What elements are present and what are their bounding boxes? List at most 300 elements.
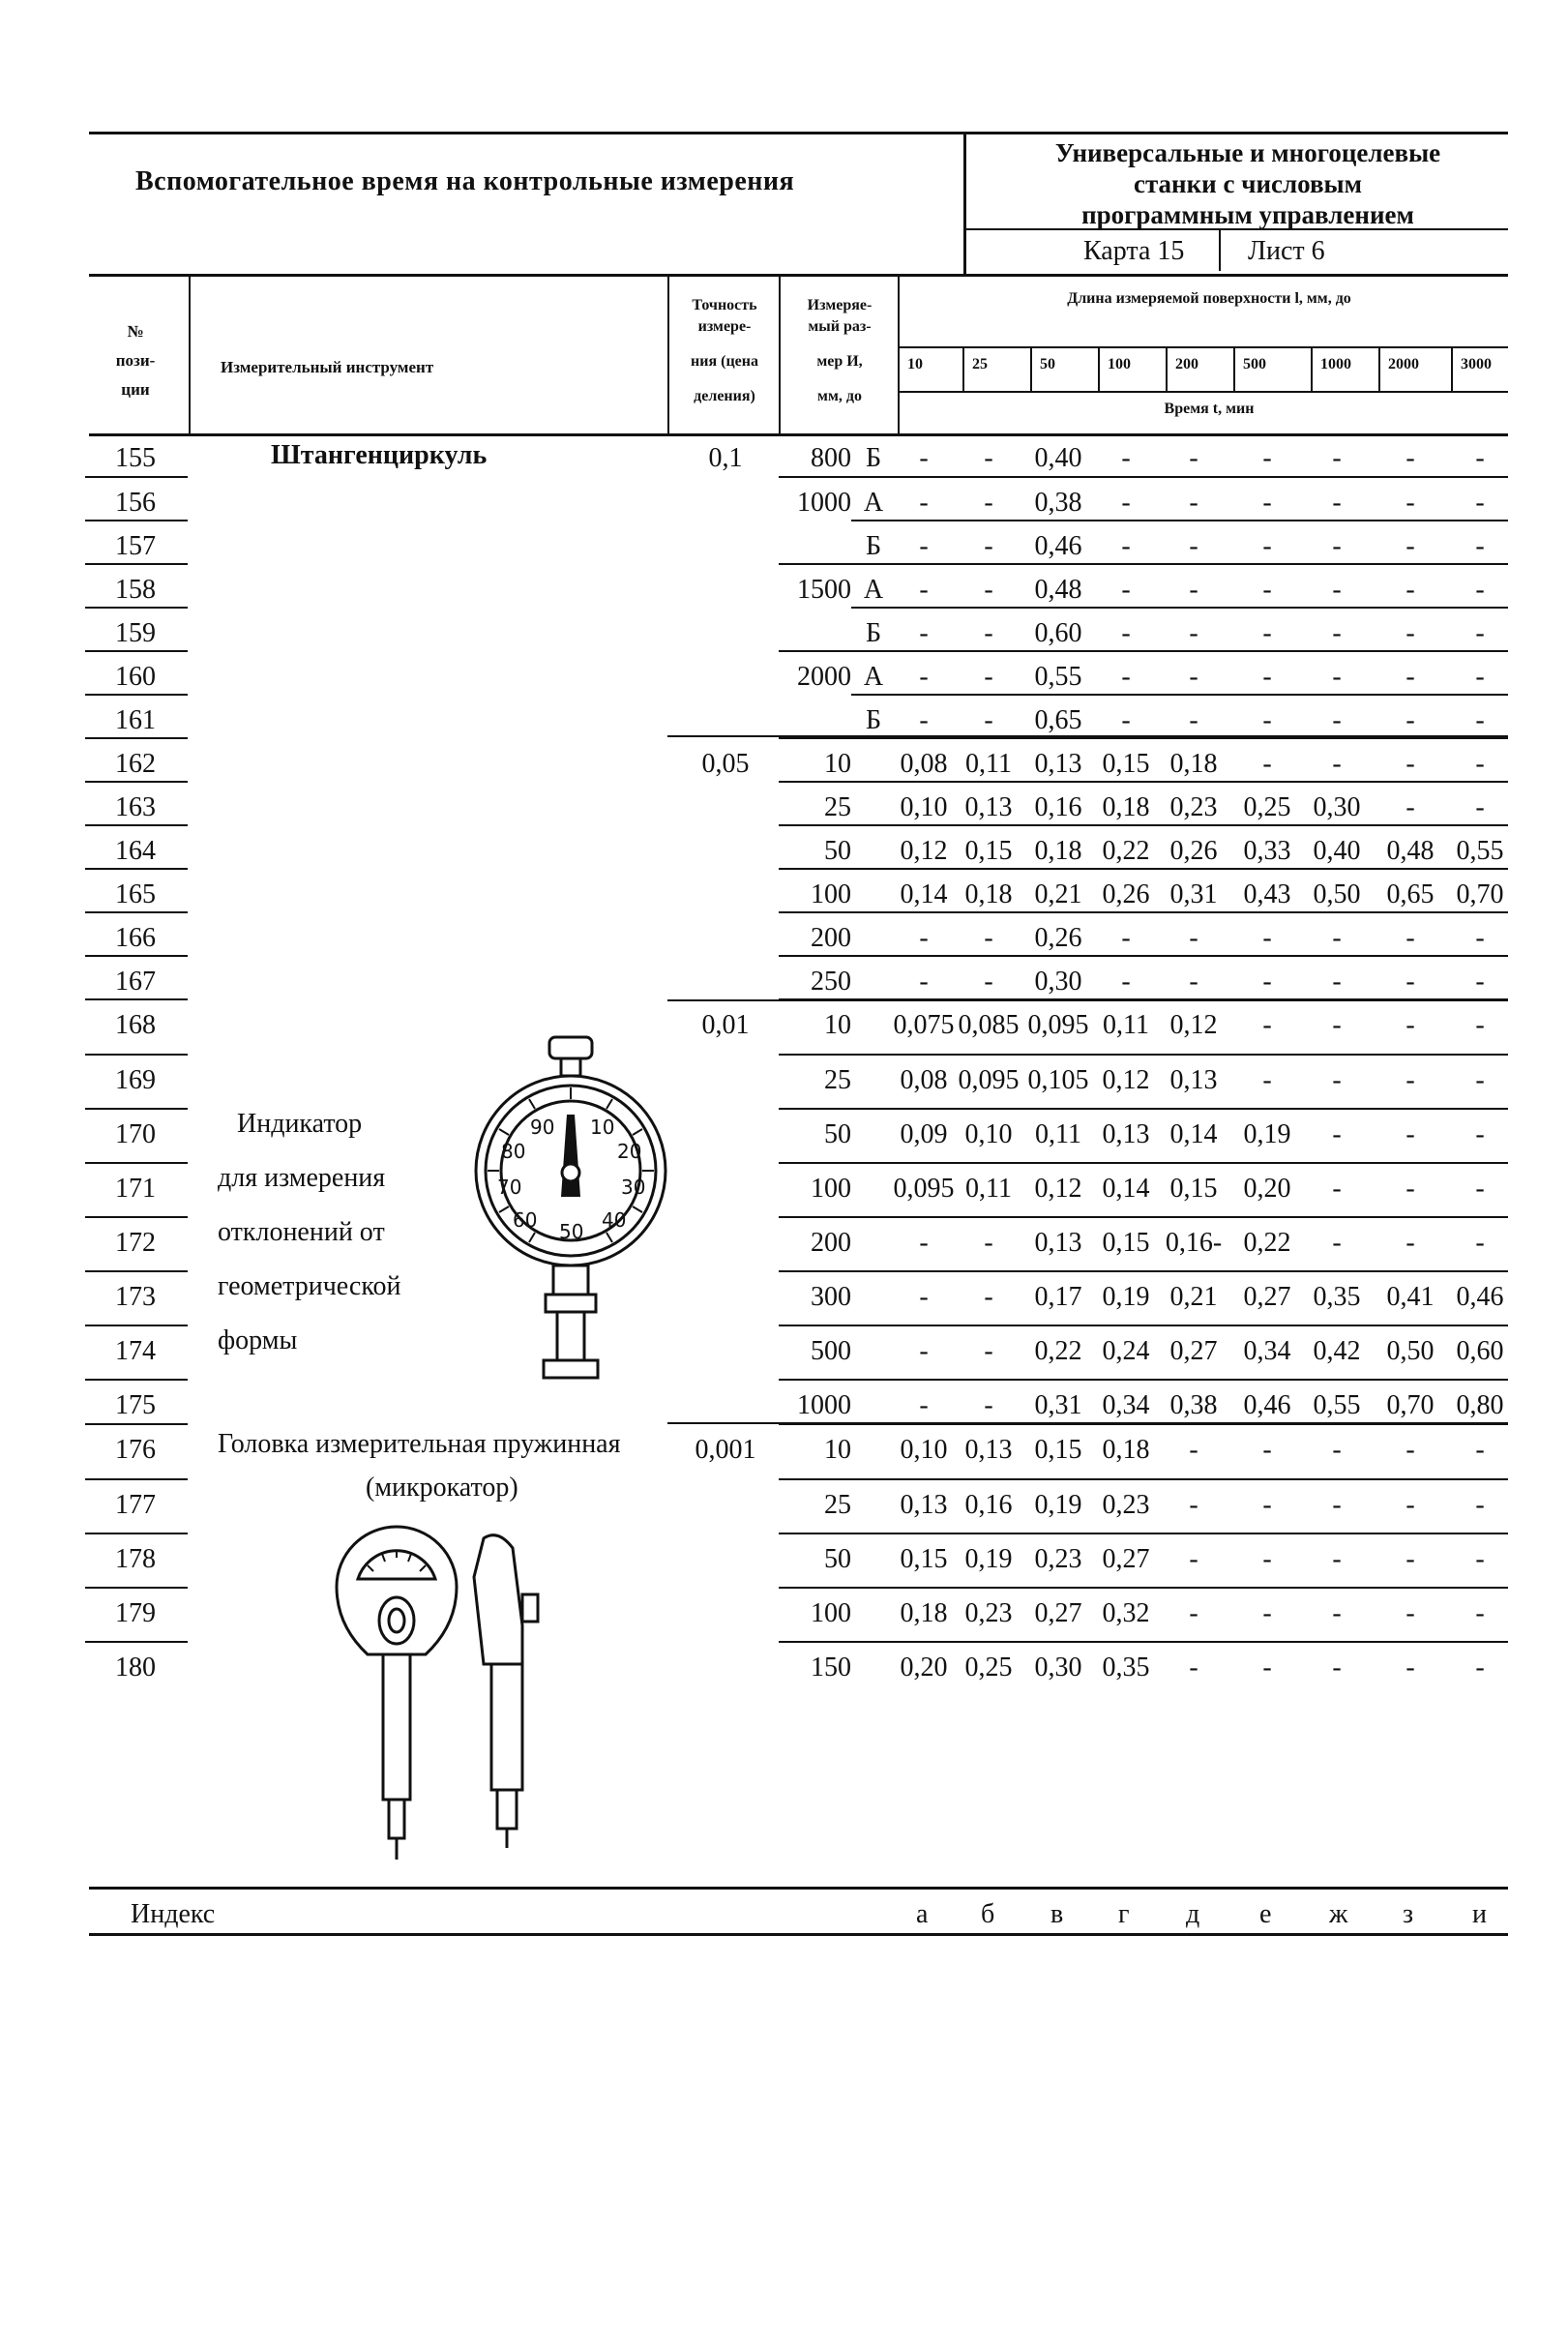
time-cell: - [1332, 443, 1342, 473]
col-header-number: № пози- ции [115, 322, 156, 399]
time-cell: - [919, 705, 929, 735]
length-header-cell: 1000 [1320, 356, 1351, 372]
time-cell: 0,12 [1169, 1010, 1218, 1040]
time-cell: - [1189, 1435, 1198, 1465]
time-cell: - [984, 1390, 993, 1420]
time-cell: 0,30 [1034, 1652, 1082, 1682]
time-cell: 0,35 [1102, 1652, 1150, 1682]
sheet-number: Лист 6 [1248, 236, 1325, 266]
row-number: 167 [115, 967, 156, 997]
time-cell: - [1332, 1065, 1342, 1095]
time-cell: 0,085 [958, 1010, 1020, 1040]
time-cell: - [1475, 705, 1485, 735]
size-value: 25 [824, 1490, 851, 1520]
time-cell: - [919, 662, 929, 692]
time-cell: 0,16 [964, 1490, 1013, 1520]
time-cell: - [984, 531, 993, 561]
instrument-indicator-line3: отклонений от [218, 1217, 385, 1247]
time-cell: 0,65 [1034, 705, 1082, 735]
time-cell: 0,46 [1243, 1390, 1291, 1420]
time-cell: 0,43 [1243, 879, 1291, 909]
time-cell: 0,19 [1243, 1119, 1291, 1149]
time-cell: 0,19 [1102, 1282, 1150, 1312]
row-number: 174 [115, 1336, 156, 1366]
row-number: 163 [115, 792, 156, 822]
time-cell: - [1121, 662, 1131, 692]
page-title: Вспомогательное время на контрольные измерения [135, 166, 795, 196]
time-cell: - [984, 705, 993, 735]
length-header-cell: 200 [1175, 356, 1198, 372]
time-cell: - [1405, 443, 1415, 473]
time-cell: 0,13 [1034, 749, 1082, 779]
col-header-time: Время t, мин [1164, 401, 1255, 417]
time-cell: - [1262, 618, 1272, 648]
footer-index-letter: в [1050, 1899, 1064, 1929]
size-value: 100 [811, 1598, 851, 1628]
size-value: 50 [824, 1119, 851, 1149]
size-value: 10 [824, 1010, 851, 1040]
row-number: 159 [115, 618, 156, 648]
time-cell: 0,16- [1165, 1228, 1223, 1258]
time-cell: - [1475, 792, 1485, 822]
instrument-microcator-line2: (микрокатор) [366, 1473, 518, 1503]
col-header-size: Измеряе- мый раз- мер И, мм, до [807, 297, 873, 404]
time-cell: - [1262, 923, 1272, 953]
length-header-cell: 2000 [1388, 356, 1419, 372]
time-cell: - [919, 923, 929, 953]
time-cell: - [1189, 531, 1198, 561]
length-header-cell: 50 [1040, 356, 1055, 372]
time-cell: - [984, 618, 993, 648]
row-number: 178 [115, 1544, 156, 1574]
size-value: 50 [824, 1544, 851, 1574]
footer-index-letter: д [1186, 1899, 1200, 1929]
time-cell: - [1332, 1435, 1342, 1465]
time-cell: 0,35 [1313, 1282, 1361, 1312]
time-cell: - [1475, 923, 1485, 953]
time-cell: - [1332, 749, 1342, 779]
time-cell: 0,10 [900, 792, 948, 822]
time-cell: - [919, 1228, 929, 1258]
time-cell: - [984, 488, 993, 518]
time-cell: - [1405, 1065, 1415, 1095]
time-cell: - [984, 923, 993, 953]
dial-label: 40 [602, 1208, 627, 1232]
time-cell: - [1475, 1435, 1485, 1465]
footer-index-letter: г [1118, 1899, 1130, 1929]
time-cell: 0,19 [964, 1544, 1013, 1574]
time-cell: 0,15 [964, 836, 1013, 866]
time-cell: 0,095 [1027, 1010, 1089, 1040]
time-cell: - [1475, 443, 1485, 473]
time-cell: - [1189, 575, 1198, 605]
instrument-microcator-line1: Головка измерительная пружинная [218, 1429, 621, 1459]
time-cell: 0,30 [1034, 967, 1082, 997]
size-class: Б [865, 618, 882, 648]
time-cell: - [1189, 1544, 1198, 1574]
size-value: 25 [824, 1065, 851, 1095]
size-class: Б [865, 531, 882, 561]
time-cell: 0,48 [1386, 836, 1435, 866]
time-cell: - [1332, 662, 1342, 692]
footer-index-letter: ж [1329, 1899, 1348, 1929]
row-number: 170 [115, 1119, 156, 1149]
time-cell: 0,70 [1456, 879, 1504, 909]
time-cell: - [1262, 1065, 1272, 1095]
accuracy-value: 0,1 [708, 443, 743, 473]
size-value: 500 [811, 1336, 851, 1366]
row-number: 169 [115, 1065, 156, 1095]
row-number: 158 [115, 575, 156, 605]
time-cell: - [1475, 1065, 1485, 1095]
time-cell: 0,08 [900, 749, 948, 779]
time-cell: - [919, 967, 929, 997]
row-number: 166 [115, 923, 156, 953]
time-cell: 0,15 [1102, 1228, 1150, 1258]
dial-indicator-drawing [455, 1027, 687, 1385]
time-cell: - [1405, 1598, 1415, 1628]
dial-label: 60 [513, 1208, 538, 1232]
time-cell: - [1262, 1435, 1272, 1465]
row-number: 177 [115, 1490, 156, 1520]
row-number: 176 [115, 1435, 156, 1465]
time-cell: 0,11 [965, 749, 1012, 779]
time-cell: 0,15 [1169, 1174, 1218, 1204]
time-cell: 0,12 [1034, 1174, 1082, 1204]
time-cell: - [1189, 967, 1198, 997]
time-cell: 0,19 [1034, 1490, 1082, 1520]
time-cell: - [919, 1390, 929, 1420]
time-cell: 0,23 [964, 1598, 1013, 1628]
time-cell: 0,13 [1102, 1119, 1150, 1149]
time-cell: - [1475, 749, 1485, 779]
row-number: 175 [115, 1390, 156, 1420]
time-cell: 0,31 [1034, 1390, 1082, 1420]
time-cell: 0,10 [900, 1435, 948, 1465]
row-number: 160 [115, 662, 156, 692]
size-value: 100 [811, 879, 851, 909]
time-cell: 0,27 [1034, 1598, 1082, 1628]
time-cell: 0,13 [900, 1490, 948, 1520]
size-value: 300 [811, 1282, 851, 1312]
time-cell: - [1405, 618, 1415, 648]
time-cell: 0,15 [1034, 1435, 1082, 1465]
time-cell: - [1405, 749, 1415, 779]
time-cell: 0,21 [1034, 879, 1082, 909]
time-cell: 0,31 [1169, 879, 1218, 909]
footer-index-letter: и [1472, 1899, 1487, 1929]
time-cell: - [919, 575, 929, 605]
time-cell: - [984, 443, 993, 473]
time-cell: - [984, 1228, 993, 1258]
time-cell: - [919, 618, 929, 648]
time-cell: - [919, 1282, 929, 1312]
time-cell: - [1475, 531, 1485, 561]
time-cell: 0,40 [1034, 443, 1082, 473]
accuracy-value: 0,05 [701, 749, 750, 779]
time-cell: 0,46 [1034, 531, 1082, 561]
time-cell: - [1189, 705, 1198, 735]
row-number: 164 [115, 836, 156, 866]
time-cell: 0,27 [1102, 1544, 1150, 1574]
time-cell: - [1405, 531, 1415, 561]
time-cell: 0,13 [964, 1435, 1013, 1465]
time-cell: - [1405, 1435, 1415, 1465]
time-cell: - [1262, 1490, 1272, 1520]
row-number: 155 [115, 443, 156, 473]
time-cell: 0,22 [1102, 836, 1150, 866]
time-cell: 0,20 [1243, 1174, 1291, 1204]
time-cell: 0,08 [900, 1065, 948, 1095]
time-cell: 0,11 [1035, 1119, 1081, 1149]
time-cell: 0,25 [964, 1652, 1013, 1682]
time-cell: - [1475, 1228, 1485, 1258]
microcator-drawing [329, 1519, 580, 1877]
time-cell: - [1475, 1174, 1485, 1204]
time-cell: - [1332, 1228, 1342, 1258]
time-cell: - [1332, 1652, 1342, 1682]
time-cell: 0,11 [1103, 1010, 1149, 1040]
time-cell: - [1262, 1010, 1272, 1040]
time-cell: 0,55 [1034, 662, 1082, 692]
time-cell: - [1332, 488, 1342, 518]
time-cell: 0,42 [1313, 1336, 1361, 1366]
dial-label: 20 [617, 1140, 642, 1163]
row-number: 165 [115, 879, 156, 909]
time-cell: - [1475, 662, 1485, 692]
time-cell: 0,18 [900, 1598, 948, 1628]
time-cell: - [1189, 1490, 1198, 1520]
size-value: 1000 [797, 1390, 851, 1420]
time-cell: - [1189, 923, 1198, 953]
time-cell: 0,60 [1034, 618, 1082, 648]
time-cell: 0,17 [1034, 1282, 1082, 1312]
time-cell: 0,50 [1313, 879, 1361, 909]
size-class: Б [865, 443, 882, 473]
instrument-indicator-line5: формы [218, 1325, 298, 1355]
time-cell: - [1262, 1544, 1272, 1574]
time-cell: 0,60 [1456, 1336, 1504, 1366]
time-cell: 0,22 [1034, 1336, 1082, 1366]
time-cell: 0,15 [900, 1544, 948, 1574]
time-cell: - [1262, 705, 1272, 735]
time-cell: 0,15 [1102, 749, 1150, 779]
instrument-indicator-line1: Индикатор [237, 1109, 363, 1139]
time-cell: - [1332, 923, 1342, 953]
time-cell: 0,12 [900, 836, 948, 866]
row-number: 161 [115, 705, 156, 735]
time-cell: - [1405, 1490, 1415, 1520]
time-cell: - [1475, 1010, 1485, 1040]
time-cell: 0,23 [1034, 1544, 1082, 1574]
time-cell: 0,20 [900, 1652, 948, 1682]
row-number: 180 [115, 1652, 156, 1682]
size-value: 2000 [797, 662, 851, 692]
time-cell: 0,095 [958, 1065, 1020, 1095]
time-cell: 0,30 [1313, 792, 1361, 822]
size-class: Б [865, 705, 882, 735]
size-value: 1000 [797, 488, 851, 518]
instrument-caliper: Штангенциркуль [271, 440, 488, 470]
row-number: 157 [115, 531, 156, 561]
time-cell: - [1405, 792, 1415, 822]
time-cell: 0,65 [1386, 879, 1435, 909]
col-header-accuracy: Точность измере- ния (цена деления) [691, 297, 758, 404]
size-value: 200 [811, 923, 851, 953]
time-cell: 0,14 [900, 879, 948, 909]
time-cell: - [1121, 443, 1131, 473]
footer-index-letter: б [981, 1899, 995, 1929]
time-cell: - [1189, 662, 1198, 692]
time-cell: - [1121, 967, 1131, 997]
length-header-cell: 10 [907, 356, 923, 372]
row-number: 172 [115, 1228, 156, 1258]
size-class: А [863, 488, 884, 518]
footer-index-letter: е [1259, 1899, 1272, 1929]
time-cell: 0,11 [965, 1174, 1012, 1204]
time-cell: 0,14 [1169, 1119, 1218, 1149]
time-cell: - [1405, 1010, 1415, 1040]
time-cell: 0,55 [1313, 1390, 1361, 1420]
dial-label: 90 [530, 1116, 555, 1139]
length-header-cell: 3000 [1461, 356, 1492, 372]
time-cell: 0,13 [1034, 1228, 1082, 1258]
time-cell: - [1121, 575, 1131, 605]
time-cell: - [1475, 1544, 1485, 1574]
time-cell: 0,32 [1102, 1598, 1150, 1628]
row-number: 173 [115, 1282, 156, 1312]
time-cell: - [1475, 575, 1485, 605]
time-cell: - [1332, 1010, 1342, 1040]
time-cell: - [1332, 967, 1342, 997]
time-cell: 0,40 [1313, 836, 1361, 866]
time-cell: - [1332, 705, 1342, 735]
time-cell: - [984, 575, 993, 605]
time-cell: - [984, 967, 993, 997]
time-cell: 0,34 [1102, 1390, 1150, 1420]
accuracy-value: 0,01 [701, 1010, 750, 1040]
dial-label: 10 [590, 1116, 615, 1139]
dial-label: 30 [621, 1176, 646, 1199]
size-value: 800 [811, 443, 851, 473]
time-cell: - [1332, 1119, 1342, 1149]
time-cell: - [1332, 1544, 1342, 1574]
time-cell: - [1475, 1652, 1485, 1682]
time-cell: 0,075 [893, 1010, 955, 1040]
time-cell: - [919, 488, 929, 518]
length-header-cell: 25 [972, 356, 988, 372]
time-cell: - [1475, 1490, 1485, 1520]
time-cell: - [1332, 531, 1342, 561]
time-cell: 0,27 [1243, 1282, 1291, 1312]
time-cell: 0,21 [1169, 1282, 1218, 1312]
dial-label: 50 [559, 1220, 584, 1243]
time-cell: 0,24 [1102, 1336, 1150, 1366]
footer-index-label: Индекс [131, 1899, 216, 1929]
time-cell: - [1262, 488, 1272, 518]
time-cell: 0,50 [1386, 1336, 1435, 1366]
time-cell: 0,46 [1456, 1282, 1504, 1312]
time-cell: - [1405, 705, 1415, 735]
row-number: 156 [115, 488, 156, 518]
time-cell: - [984, 1336, 993, 1366]
size-value: 10 [824, 749, 851, 779]
time-cell: 0,70 [1386, 1390, 1435, 1420]
time-cell: - [1189, 1652, 1198, 1682]
size-value: 200 [811, 1228, 851, 1258]
time-cell: 0,26 [1102, 879, 1150, 909]
time-cell: - [1405, 575, 1415, 605]
time-cell: 0,23 [1169, 792, 1218, 822]
time-cell: - [1262, 662, 1272, 692]
time-cell: - [919, 443, 929, 473]
time-cell: 0,09 [900, 1119, 948, 1149]
time-cell: - [1405, 1228, 1415, 1258]
time-cell: - [1121, 618, 1131, 648]
length-header-cell: 100 [1108, 356, 1131, 372]
time-cell: 0,18 [964, 879, 1013, 909]
time-cell: 0,38 [1169, 1390, 1218, 1420]
time-cell: - [1262, 531, 1272, 561]
time-cell: - [1262, 1652, 1272, 1682]
time-cell: 0,22 [1243, 1228, 1291, 1258]
col-header-length: Длина измеряемой поверхности l, мм, до [1067, 290, 1351, 307]
time-cell: - [1121, 923, 1131, 953]
size-class: А [863, 662, 884, 692]
time-cell: - [1332, 1174, 1342, 1204]
time-cell: - [1475, 1119, 1485, 1149]
time-cell: - [1189, 488, 1198, 518]
time-cell: 0,26 [1034, 923, 1082, 953]
footer-index-letter: з [1403, 1899, 1414, 1929]
length-header-cell: 500 [1243, 356, 1266, 372]
time-cell: 0,18 [1102, 1435, 1150, 1465]
size-value: 150 [811, 1652, 851, 1682]
time-cell: - [1405, 1544, 1415, 1574]
time-cell: - [1262, 575, 1272, 605]
time-cell: - [1475, 618, 1485, 648]
accuracy-value: 0,001 [695, 1435, 756, 1465]
time-cell: 0,26 [1169, 836, 1218, 866]
time-cell: - [1405, 923, 1415, 953]
time-cell: - [1262, 443, 1272, 473]
time-cell: - [1121, 705, 1131, 735]
machine-type-title: Универсальные и многоцелевые станки с числовым программным управлением [1054, 138, 1441, 229]
time-cell: 0,48 [1034, 575, 1082, 605]
col-header-instrument: Измерительный инструмент [221, 358, 434, 376]
time-cell: 0,38 [1034, 488, 1082, 518]
size-value: 1500 [797, 575, 851, 605]
time-cell: 0,34 [1243, 1336, 1291, 1366]
time-cell: - [1475, 967, 1485, 997]
time-cell: - [1405, 488, 1415, 518]
time-cell: - [1405, 1174, 1415, 1204]
time-cell: - [1405, 967, 1415, 997]
instrument-indicator-line4: геометрической [218, 1271, 401, 1301]
size-value: 250 [811, 967, 851, 997]
size-value: 25 [824, 792, 851, 822]
time-cell: 0,41 [1386, 1282, 1435, 1312]
instrument-indicator-line2: для измерения [218, 1163, 386, 1193]
time-cell: - [984, 662, 993, 692]
dial-label: 80 [501, 1140, 526, 1163]
row-number: 179 [115, 1598, 156, 1628]
time-cell: 0,13 [1169, 1065, 1218, 1095]
time-cell: 0,14 [1102, 1174, 1150, 1204]
time-cell: 0,18 [1102, 792, 1150, 822]
time-cell: 0,23 [1102, 1490, 1150, 1520]
time-cell: - [1332, 1598, 1342, 1628]
